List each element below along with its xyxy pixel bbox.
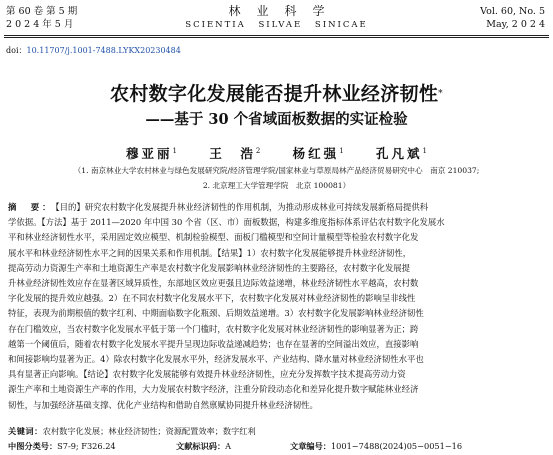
keywords-label: 关键词： (8, 426, 43, 436)
abstract-line: 源生产率和土地资源生产率的作用，大力发展农村数字经济，注重分阶段动态化和差异化提升数字赋能林业经济 (8, 384, 419, 395)
abstract-line: 摘 要： 【目的】研究农村数字化发展提升林业经济韧性的作用机制，为推动形成林业可持续发展新格局提供科 (8, 202, 429, 212)
abstract-line: 具有显著正向影响。【结论】农村数字化发展能够有效提升林业经济韧性，应充分发挥数字技术提高劳动力资 (8, 369, 406, 380)
affiliation-1: （1. 南京林业大学农村林业与绿色发展研究院/经济管理学院/国家林业与草原局林产品经济贸易研究中心 南京 210037; (73, 166, 480, 175)
author-list (0, 143, 553, 162)
abstract-line: 韧性，与加强经济基础支撑、优化产业结构和借助自然禀赋协同提升林业经济韧性。 (8, 399, 318, 410)
abstract-label: 摘 要： (8, 202, 54, 212)
document-code: 文献标识码：A (176, 441, 232, 451)
article-subtitle: ——基于 30 个省域面板数据的实证检验 (145, 111, 408, 128)
journal-name-cn: 林业科学 (228, 4, 341, 18)
affiliation-2: 2. 北京理工大学管理学院 北京 100081） (202, 181, 351, 190)
author: 孔凡斌$^1$ (376, 146, 427, 162)
abstract-line: 升林业经济韧性效应存在显著区域异质性，东部地区效应更强且边际效益递增，林业经济韧性水平越高，农村数 (8, 278, 419, 289)
author: 王 浩$^2$ (209, 146, 261, 162)
article-number: 文章编号：1001−7488(2024)05−0051−16 (290, 441, 463, 451)
abstract-line: 越第一个阈值后，随着农村数字化发展水平提升呈现边际收益递减趋势；也存在显著的空间溢出效应，直接影响 (8, 338, 419, 349)
keywords (8, 426, 256, 437)
keywords-value: 农村数字化发展；林业经济韧性；资源配置效率；数字红利 (42, 426, 256, 436)
author: 杨红强$^1$ (292, 146, 344, 162)
article-title-text: 农村数字化发展能否提升林业经济韧性 (110, 83, 439, 105)
doi-link[interactable]: 10.11707/j.1001-7488.LYKX20230484 (26, 46, 181, 55)
header-rule-thin (4, 37, 549, 38)
abstract-line: 存在门槛效应，当农村数字化发展水平低于第一个门槛时，农村数字化发展对林业经济韧性的影响显著为正；跨 (8, 323, 419, 334)
journal-name (0, 4, 553, 31)
doi-label: doi： (6, 46, 27, 55)
abstract-line: 字化发展的提升效应越强。2）在不同农村数字化发展水平下，农村数字化发展对林业经济韧性的影响呈非线性 (8, 293, 416, 304)
publication-date-cn: 2 0 2 4 年 5 月 (6, 19, 74, 30)
doi-line (6, 45, 181, 56)
abstract-line: 平和林业经济韧性水平，采用固定效应模型、机制检验模型、面板门槛模型和空间计量模型等检验农村数字化发 (8, 232, 419, 243)
abstract-line: 学依据。【方法】基于 2011—2020 年中国 30 个省（区、市）面板数据，构建多维度指标体系评估农村数字化发展水 (8, 217, 445, 228)
journal-name-en: SCIENTIA SILVAE SINICAE (185, 20, 368, 30)
volume-issue-cn: 第 60 卷 第 5 期 (6, 6, 78, 17)
abstract-line: 和间接影响均显著为正。4）除农村数字化发展水平外，经济发展水平、产业结构、降水量对林业经济韧性水平也 (8, 354, 424, 365)
abstract-line: 提高劳动力资源生产率和土地资源生产率是农村数字化发展影响林业经济韧性的主要路径，农村数字化发展提 (8, 262, 410, 273)
volume-issue-en: Vol. 60, No. 5 (480, 6, 545, 17)
title-footnote-mark[interactable]: * (438, 89, 443, 99)
abstract-line: 展水平和林业经济韧性水平之间的因果关系和作用机制。【结果】1）农村数字化发展能够提升林业经济韧性， (8, 247, 412, 258)
header-rule-thick (4, 35, 549, 36)
journal-volume-info-en (480, 5, 545, 31)
author: 穆亚丽$^1$ (125, 146, 177, 162)
abstract (8, 200, 546, 413)
article-title (0, 83, 553, 105)
publication-date-en: May, 2 0 2 4 (486, 19, 545, 30)
abstract-line: 特征，表现为前期根值的数字红利、中期面临数字化瓶颈、后期效益递增。3）农村数字化发展影响林业经济韧性 (8, 308, 424, 319)
clc-number: 中图分类号：S7-9; F326.24 (8, 441, 116, 451)
